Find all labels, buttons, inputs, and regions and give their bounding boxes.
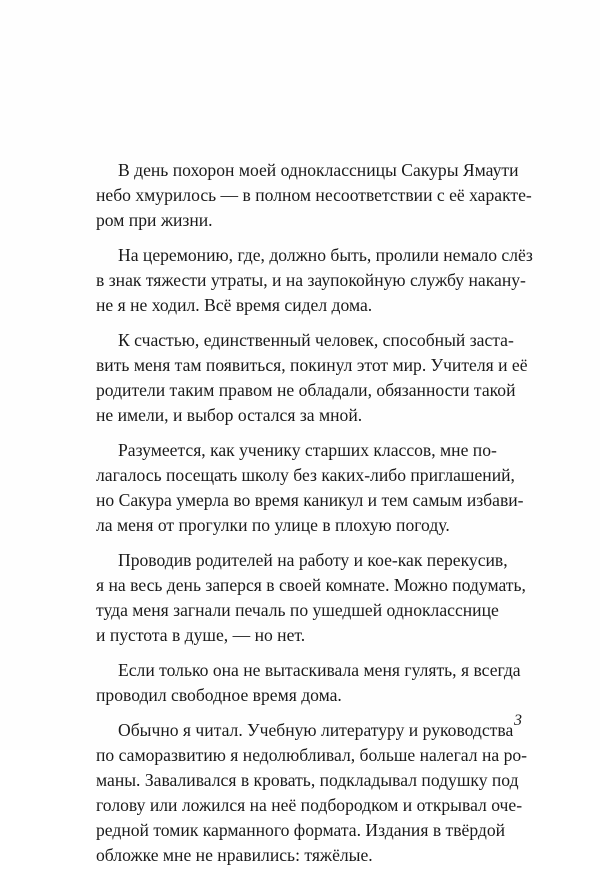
page-number: 3 — [514, 712, 522, 729]
text-line: обложке мне не нравились: тяжёлые. — [96, 845, 373, 865]
paragraph — [96, 328, 526, 428]
text-line: лагалось посещать школу без каких-либо приглашений, — [96, 465, 515, 485]
text-line: На церемонию, где, должно быть, пролили немало слёз — [118, 245, 533, 265]
text-line: Проводив родителей на работу и кое-как перекусив, — [118, 550, 508, 570]
text-line: но Сакура умерла во время каникул и тем самым избави- — [96, 490, 524, 510]
paragraph — [96, 658, 526, 708]
text-line: родители таким правом не обладали, обязанности такой — [96, 380, 516, 400]
text-line: ром при жизни. — [96, 210, 213, 230]
text-line: не я не ходил. Всё время сидел дома. — [96, 295, 373, 315]
text-line: я на весь день заперся в своей комнате. Можно подумать, — [96, 575, 526, 595]
text-line: редной томик карманного формата. Издания в твёрдой — [96, 820, 506, 840]
paragraph — [96, 548, 526, 648]
text-line: Разумеется, как ученику старших классов, мне по- — [118, 440, 497, 460]
paragraph — [96, 243, 533, 318]
text-line: К счастью, единственный человек, способный заста- — [118, 330, 514, 350]
text-line: небо хмурилось — в полном несоответствии с её характе- — [96, 185, 532, 205]
text-line: маны. Заваливался в кровать, подкладывал подушку под — [96, 770, 519, 790]
text-line: не имели, и выбор остался за мной. — [96, 405, 363, 425]
text-line: Если только она не вытаскивала меня гулять, я всегда — [118, 660, 521, 680]
text-line: вить меня там появиться, покинул этот мир. Учителя и её — [96, 355, 528, 375]
text-line: Обычно я читал. Учебную литературу и руководства — [118, 720, 514, 740]
text-line: по саморазвитию я недолюбливал, больше налегал на ро- — [96, 745, 528, 765]
paragraph — [96, 718, 526, 868]
body-text — [96, 158, 533, 878]
text-line: в знак тяжести утраты, и на заупокойную службу накану- — [96, 270, 526, 290]
text-line: В день похорон моей одноклассницы Сакуры Ямаути — [118, 160, 519, 180]
text-line: проводил свободное время дома. — [96, 685, 342, 705]
text-line: и пустота в душе, — но нет. — [96, 625, 306, 645]
paragraph — [96, 438, 526, 538]
text-line: голову или ложился на неё подбородком и открывал оче- — [96, 795, 523, 815]
text-line: туда меня загнали печаль по ушедшей однокласснице — [96, 600, 499, 620]
paragraph — [96, 158, 532, 233]
text-line: ла меня от прогулки по улице в плохую погоду. — [96, 515, 450, 535]
